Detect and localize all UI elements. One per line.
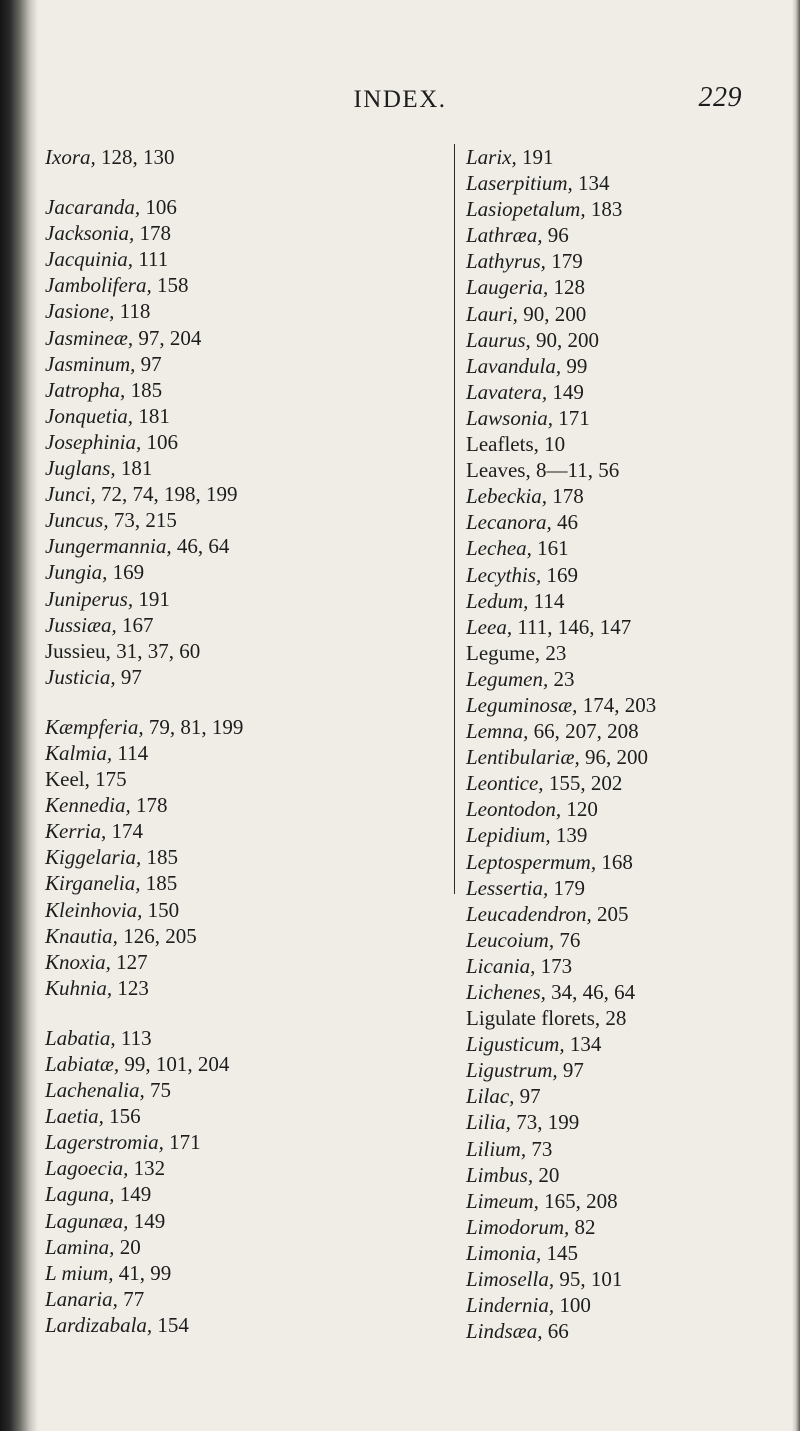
page-references: 154 xyxy=(152,1312,189,1337)
index-term: Lentibulariæ, xyxy=(466,745,580,770)
index-entry xyxy=(45,1155,335,1181)
index-term: Lecythis, xyxy=(466,562,542,587)
page-references: 75 xyxy=(144,1078,171,1103)
index-term: Ledum, xyxy=(466,588,529,613)
index-entry xyxy=(45,740,335,766)
page-references: 169 xyxy=(541,562,578,587)
page-references: 97, 204 xyxy=(133,325,202,350)
index-entry xyxy=(466,1083,766,1109)
page-references: 106 xyxy=(140,195,177,220)
page-references: 161 xyxy=(531,536,569,561)
index-term: Keel, xyxy=(45,767,90,792)
index-entry xyxy=(466,1109,766,1135)
index-entry xyxy=(45,325,335,351)
page-references: 181 xyxy=(133,403,170,428)
index-term: Lathræa, xyxy=(466,223,543,248)
index-entry xyxy=(45,923,335,949)
index-entry xyxy=(45,1208,335,1234)
index-term: Leea, xyxy=(466,614,513,639)
index-term: Legumen, xyxy=(466,666,549,691)
index-term: Juncus, xyxy=(45,508,109,533)
index-term: Jacaranda, xyxy=(45,195,141,220)
page-references: 114 xyxy=(528,588,565,613)
index-entry xyxy=(466,535,766,561)
index-term: Ligustrum, xyxy=(466,1058,558,1083)
index-term: Lagunæa, xyxy=(45,1208,129,1233)
index-term: Leaves, xyxy=(466,458,531,483)
index-term: Leontice, xyxy=(466,771,544,796)
index-entry xyxy=(466,1292,766,1318)
page-references: 149 xyxy=(547,379,584,404)
index-entry xyxy=(45,638,335,664)
page-references: 99, 101, 204 xyxy=(119,1052,230,1076)
index-term: Jacquinia, xyxy=(45,247,134,272)
index-entry xyxy=(466,692,766,718)
index-term: Larix, xyxy=(466,145,517,169)
index-term: Lavandula, xyxy=(466,353,562,378)
page-references: 46, 64 xyxy=(171,534,230,559)
page-references: 114 xyxy=(112,740,149,765)
index-entry xyxy=(466,901,766,927)
index-term: Jungia, xyxy=(45,560,108,585)
index-entry xyxy=(466,353,766,379)
page-references: 97 xyxy=(557,1058,584,1083)
index-entry xyxy=(45,429,335,455)
book-binding-shadow xyxy=(0,0,38,1431)
index-entry xyxy=(45,949,335,975)
index-term: Jonquetia, xyxy=(45,403,134,428)
page-references: 168 xyxy=(596,849,633,874)
index-term: L mium, xyxy=(45,1260,114,1285)
index-entry xyxy=(466,509,766,535)
index-entry xyxy=(45,975,335,1001)
page-references: 179 xyxy=(548,875,586,900)
page-references: 97 xyxy=(514,1084,541,1109)
page-references: 20 xyxy=(114,1234,141,1259)
page-references: 155, 202 xyxy=(543,771,623,796)
index-entry xyxy=(45,1129,335,1155)
index-entry xyxy=(466,1031,766,1057)
index-term: Lindernia, xyxy=(466,1293,555,1318)
index-entry xyxy=(45,1077,335,1103)
index-entry xyxy=(466,144,766,170)
page-references: 82 xyxy=(569,1214,596,1239)
index-term: Juniperus, xyxy=(45,586,134,611)
index-term: Kuhnia, xyxy=(45,975,113,1000)
page-references: 156 xyxy=(103,1104,141,1129)
index-term: Jasione, xyxy=(45,299,115,324)
index-entry xyxy=(466,274,766,300)
index-entry xyxy=(466,822,766,848)
index-term: Jussiæa, xyxy=(45,612,117,637)
page-references: 191 xyxy=(133,586,170,611)
page-references: 185 xyxy=(140,871,178,896)
page-references: 171 xyxy=(552,405,590,430)
index-entry xyxy=(466,248,766,274)
index-term: Lessertia, xyxy=(466,875,549,900)
index-entry xyxy=(466,979,766,1005)
index-term: Kirganelia, xyxy=(45,871,141,896)
page-references: 139 xyxy=(550,823,588,848)
index-term: Juglans, xyxy=(45,456,116,481)
index-letter-group xyxy=(45,1025,335,1338)
index-term: Junci, xyxy=(45,482,96,507)
page-references: 134 xyxy=(572,171,610,196)
index-term: Lecanora, xyxy=(466,510,552,535)
index-term: Lebeckia, xyxy=(466,484,548,509)
index-entry xyxy=(45,1312,335,1338)
index-term: Laugeria, xyxy=(466,275,549,300)
index-entry xyxy=(466,483,766,509)
index-entry xyxy=(466,379,766,405)
index-term: Lagerstromia, xyxy=(45,1130,164,1155)
index-entry xyxy=(45,455,335,481)
page-references: 171 xyxy=(163,1130,201,1155)
index-term: Jambolifera, xyxy=(45,273,152,298)
index-entry xyxy=(466,301,766,327)
index-entry xyxy=(45,298,335,324)
page-references: 106 xyxy=(141,429,178,454)
page-references: 174 xyxy=(106,819,144,844)
index-term: Lepidium, xyxy=(466,823,551,848)
page-number: 229 xyxy=(698,82,742,113)
page-references: 183 xyxy=(585,197,623,222)
index-term: Lilia, xyxy=(466,1110,511,1135)
index-entry xyxy=(466,457,766,483)
index-term: Lathyrus, xyxy=(466,249,546,274)
page-references: 149 xyxy=(114,1182,152,1207)
index-entry xyxy=(45,1234,335,1260)
index-entry xyxy=(466,170,766,196)
index-entry xyxy=(45,792,335,818)
page-references: 72, 74, 198, 199 xyxy=(95,482,238,507)
index-entry xyxy=(466,1005,766,1031)
index-term: Josephinia, xyxy=(45,429,142,454)
index-term: Lawsonia, xyxy=(466,405,553,430)
index-entry xyxy=(45,714,335,740)
index-term: Leaflets, xyxy=(466,432,539,457)
index-term: Lagoecia, xyxy=(45,1156,129,1181)
page-references: 149 xyxy=(128,1208,166,1233)
index-term: Limeum, xyxy=(466,1188,539,1213)
index-entry xyxy=(45,1025,335,1051)
index-term: Laurus, xyxy=(466,327,531,352)
index-term: Lauri, xyxy=(466,301,518,326)
page-references: 126, 205 xyxy=(117,923,197,948)
index-term: Lasiopetalum, xyxy=(466,197,586,222)
index-entry xyxy=(466,640,766,666)
page-references: 120 xyxy=(561,797,598,822)
index-term: Lachenalia, xyxy=(45,1078,145,1103)
index-term: Jussieu, xyxy=(45,638,111,663)
page-references: 111 xyxy=(133,247,169,272)
page-references: 158 xyxy=(151,273,189,298)
index-term: Lanaria, xyxy=(45,1286,118,1311)
page-references: 31, 37, 60 xyxy=(110,638,201,663)
index-entry xyxy=(45,1103,335,1129)
page-references: 8—11, 56 xyxy=(530,458,620,483)
index-term: Lilium, xyxy=(466,1136,527,1161)
index-term: Leucoium, xyxy=(466,927,555,952)
index-entry xyxy=(466,1057,766,1083)
index-entry xyxy=(466,1240,766,1266)
index-term: Ligulate florets, xyxy=(466,1006,601,1031)
index-entry xyxy=(45,586,335,612)
page-references: 134 xyxy=(564,1032,602,1057)
index-entry xyxy=(45,403,335,429)
page-references: 128, 130 xyxy=(95,145,175,169)
page-references: 145 xyxy=(541,1240,579,1265)
page-references: 118 xyxy=(114,299,151,324)
index-term: Kerria, xyxy=(45,819,107,844)
page-references: 132 xyxy=(128,1156,166,1181)
page-references: 179 xyxy=(545,249,583,274)
index-entry xyxy=(45,870,335,896)
index-term: Lemna, xyxy=(466,719,529,744)
page-references: 174, 203 xyxy=(577,692,657,717)
page-references: 73, 199 xyxy=(510,1110,580,1135)
index-letter-group xyxy=(45,194,335,690)
index-entry xyxy=(45,1051,335,1077)
index-term: Ixora, xyxy=(45,145,96,169)
page-references: 113 xyxy=(115,1025,152,1050)
index-entry xyxy=(45,844,335,870)
page-references: 178 xyxy=(547,484,584,509)
index-entry xyxy=(466,666,766,692)
index-entry xyxy=(45,1181,335,1207)
index-entry xyxy=(466,562,766,588)
index-entry xyxy=(466,796,766,822)
index-entry xyxy=(45,559,335,585)
index-term: Leucadendron, xyxy=(466,901,592,926)
index-entry xyxy=(466,744,766,770)
page-references: 165, 208 xyxy=(538,1188,618,1213)
page-references: 95, 101 xyxy=(554,1267,623,1292)
index-term: Labiatæ, xyxy=(45,1052,120,1076)
page-references: 73, 215 xyxy=(108,508,177,533)
page-references: 90, 200 xyxy=(517,301,587,326)
page-references: 34, 46, 64 xyxy=(545,980,636,1004)
index-letter-group xyxy=(45,144,335,170)
index-column-right xyxy=(454,144,766,1344)
page-references: 128 xyxy=(548,275,586,300)
index-entry xyxy=(466,222,766,248)
index-entry xyxy=(466,770,766,796)
page-references: 97 xyxy=(115,664,142,689)
index-entry xyxy=(466,953,766,979)
index-term: Leguminosæ, xyxy=(466,692,578,717)
index-term: Kleinhovia, xyxy=(45,897,143,922)
index-entry xyxy=(466,405,766,431)
index-entry xyxy=(466,927,766,953)
page-references: 169 xyxy=(107,560,145,585)
index-term: Lavatera, xyxy=(466,379,548,404)
page-title: INDEX. xyxy=(353,86,447,113)
index-entry xyxy=(466,431,766,457)
index-entry xyxy=(45,533,335,559)
index-term: Jacksonia, xyxy=(45,221,135,246)
page-references: 185 xyxy=(125,377,163,402)
index-term: Limonia, xyxy=(466,1240,542,1265)
index-entry xyxy=(45,1286,335,1312)
index-entry xyxy=(466,875,766,901)
index-term: Lechea, xyxy=(466,536,532,561)
index-term: Kennedia, xyxy=(45,793,131,818)
index-entry xyxy=(45,351,335,377)
page-references: 167 xyxy=(116,612,154,637)
page-references: 100 xyxy=(554,1293,591,1318)
index-term: Lamina, xyxy=(45,1234,115,1259)
page-references: 185 xyxy=(141,845,179,870)
index-term: Lindsæa, xyxy=(466,1319,543,1344)
index-entry xyxy=(466,327,766,353)
page-references: 123 xyxy=(112,975,149,1000)
page-references: 99 xyxy=(561,353,588,378)
index-entry xyxy=(45,612,335,638)
index-term: Jungermannia, xyxy=(45,534,172,559)
index-entry xyxy=(45,194,335,220)
index-term: Laetia, xyxy=(45,1104,104,1129)
index-term: Limosella, xyxy=(466,1267,555,1292)
page-references: 28 xyxy=(600,1006,627,1031)
page-references: 10 xyxy=(538,432,566,457)
index-term: Leptospermum, xyxy=(466,849,597,874)
page-references: 175 xyxy=(89,767,127,792)
index-term: Labatia, xyxy=(45,1025,116,1050)
page-references: 96, 200 xyxy=(579,745,649,770)
index-term: Limodorum, xyxy=(466,1214,570,1239)
page-references: 77 xyxy=(117,1286,145,1311)
index-entry xyxy=(45,1260,335,1286)
index-entry xyxy=(466,1214,766,1240)
index-term: Jasminum, xyxy=(45,351,136,376)
index-entry xyxy=(45,272,335,298)
index-entry xyxy=(466,1266,766,1292)
page-references: 76 xyxy=(554,927,581,952)
index-term: Legume, xyxy=(466,640,541,665)
index-term: Justicia, xyxy=(45,664,116,689)
index-entry xyxy=(45,481,335,507)
index-entry xyxy=(45,897,335,923)
page-references: 181 xyxy=(115,456,153,481)
index-term: Lilac, xyxy=(466,1084,515,1109)
index-term: Kæmpferia, xyxy=(45,714,144,739)
index-term: Kalmia, xyxy=(45,740,113,765)
index-term: Knoxia, xyxy=(45,949,111,974)
index-entry xyxy=(466,1318,766,1344)
page-references: 66 xyxy=(542,1319,569,1344)
index-entry xyxy=(45,144,335,170)
index-entry xyxy=(45,664,335,690)
index-entry xyxy=(466,196,766,222)
index-entry xyxy=(45,220,335,246)
index-term: Kiggelaria, xyxy=(45,845,142,870)
index-term: Jatropha, xyxy=(45,377,126,402)
index-entry xyxy=(45,377,335,403)
index-letter-group xyxy=(45,714,335,1001)
index-term: Ligusticum, xyxy=(466,1032,565,1057)
index-entry xyxy=(466,718,766,744)
index-term: Licania, xyxy=(466,953,536,978)
index-term: Lardizabala, xyxy=(45,1312,153,1337)
index-entry xyxy=(45,246,335,272)
page-references: 111, 146, 147 xyxy=(512,614,632,639)
index-term: Knautia, xyxy=(45,923,118,948)
page-references: 23 xyxy=(548,666,575,691)
index-term: Laserpitium, xyxy=(466,171,573,196)
index-entry xyxy=(466,1162,766,1188)
index-term: Leontodon, xyxy=(466,797,562,822)
index-term: Limbus, xyxy=(466,1162,534,1187)
index-term: Jasmineæ, xyxy=(45,325,134,350)
page-references: 178 xyxy=(130,793,168,818)
index-entry xyxy=(45,507,335,533)
page-references: 23 xyxy=(540,640,567,665)
page-references: 205 xyxy=(591,901,629,926)
page-references: 127 xyxy=(110,949,148,974)
page-references: 73 xyxy=(526,1136,553,1161)
page-references: 173 xyxy=(535,953,573,978)
page-edge-shadow xyxy=(792,0,800,1431)
index-entry xyxy=(466,614,766,640)
page-references: 46 xyxy=(551,510,578,535)
page-references: 97 xyxy=(135,351,162,376)
index-entry xyxy=(45,766,335,792)
page-references: 20 xyxy=(533,1162,560,1187)
page-references: 191 xyxy=(516,145,554,169)
index-entry xyxy=(466,1136,766,1162)
index-column-left xyxy=(45,144,335,1362)
index-entry xyxy=(466,588,766,614)
index-entry xyxy=(466,1188,766,1214)
page-references: 96 xyxy=(542,223,569,248)
index-term: Lichenes, xyxy=(466,980,546,1004)
page-references: 90, 200 xyxy=(530,327,600,352)
index-term: Laguna, xyxy=(45,1182,115,1207)
page-references: 150 xyxy=(142,897,180,922)
page-references: 79, 81, 199 xyxy=(143,714,244,739)
index-entry xyxy=(466,849,766,875)
page-references: 66, 207, 208 xyxy=(528,719,639,744)
index-entry xyxy=(45,818,335,844)
page-references: 41, 99 xyxy=(113,1260,172,1285)
page-references: 178 xyxy=(134,221,171,246)
